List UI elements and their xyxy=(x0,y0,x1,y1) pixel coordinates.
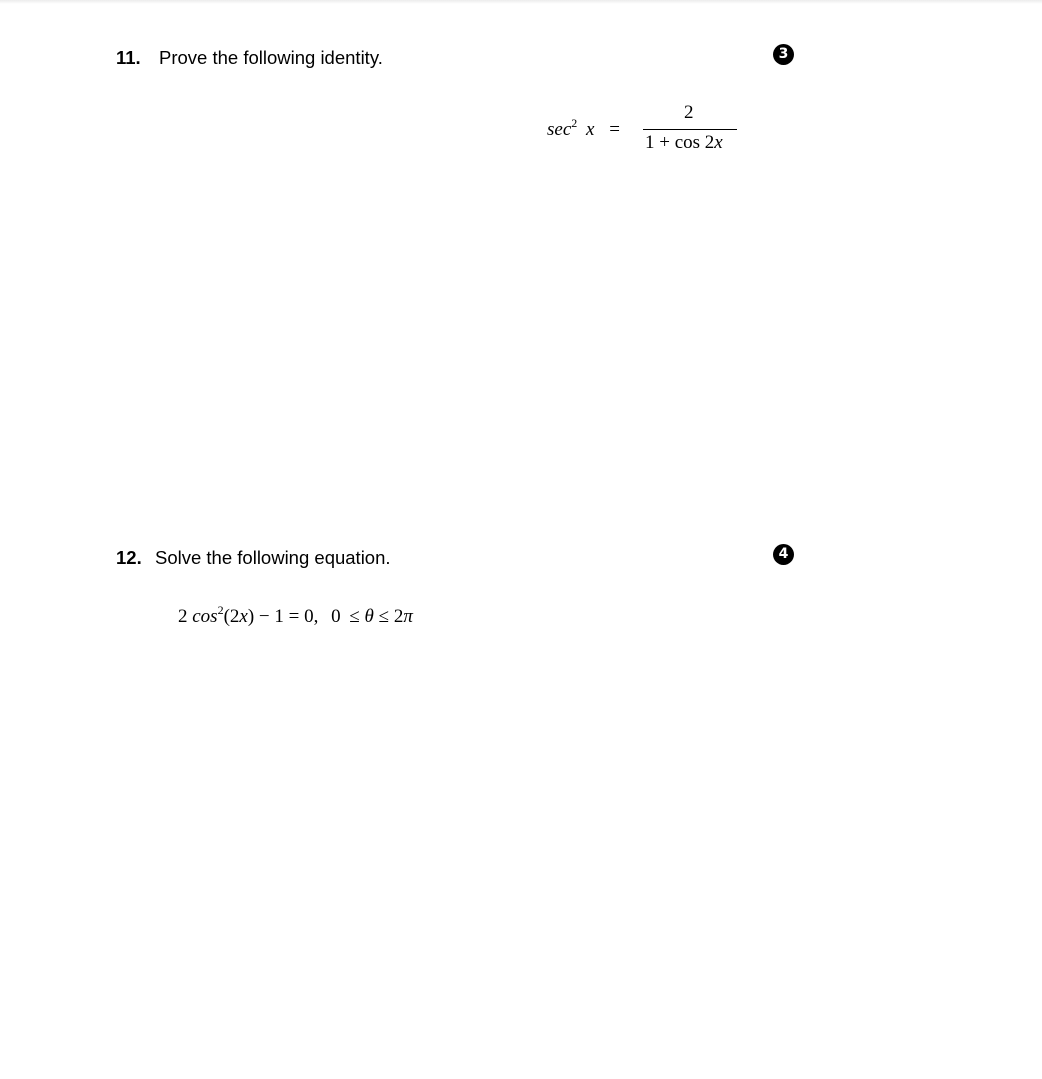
eq-cos: cos xyxy=(192,606,218,627)
den-arg: 2 xyxy=(704,132,715,153)
eq-variable: x xyxy=(239,606,248,627)
lhs-sec: sec xyxy=(547,119,572,140)
question-11-marks-badge: 3 xyxy=(773,44,794,65)
den-cos: cos xyxy=(674,132,701,153)
question-12-marks-badge: 4 xyxy=(773,544,794,565)
question-12-number: 12. xyxy=(116,547,142,568)
range-end: 2 xyxy=(393,606,404,627)
fraction-bar xyxy=(643,129,737,130)
range-le-2: ≤ xyxy=(378,606,390,627)
question-12-text: Solve the following equation. xyxy=(155,547,391,568)
eq-comma: , xyxy=(313,606,319,627)
range-le-1: ≤ xyxy=(349,606,360,627)
question-12-equation xyxy=(178,603,413,628)
fraction-numerator: 2 xyxy=(684,102,694,123)
eq-close: ) xyxy=(247,606,255,627)
page-top-edge xyxy=(0,0,1042,4)
lhs-exponent: 2 xyxy=(571,116,578,130)
eq-open: (2 xyxy=(223,606,240,627)
eq-rest: − 1 = 0 xyxy=(258,606,314,627)
range-pi: π xyxy=(403,606,413,627)
eq-coefficient: 2 xyxy=(178,606,188,627)
den-plus: + xyxy=(659,132,670,153)
question-12-heading xyxy=(116,547,391,569)
question-11-number: 11. xyxy=(116,47,141,68)
range-theta: θ xyxy=(364,606,374,627)
lhs-variable: x xyxy=(586,119,595,140)
question-11-heading xyxy=(116,47,383,69)
fraction-denominator xyxy=(645,132,723,154)
den-one: 1 xyxy=(645,132,655,153)
question-11-text: Prove the following identity. xyxy=(159,47,383,68)
den-variable: x xyxy=(714,132,723,153)
identity-lhs xyxy=(547,116,620,141)
eq-exponent: 2 xyxy=(217,603,224,617)
identity-equals: = xyxy=(609,119,620,140)
range-start: 0 xyxy=(331,606,341,627)
